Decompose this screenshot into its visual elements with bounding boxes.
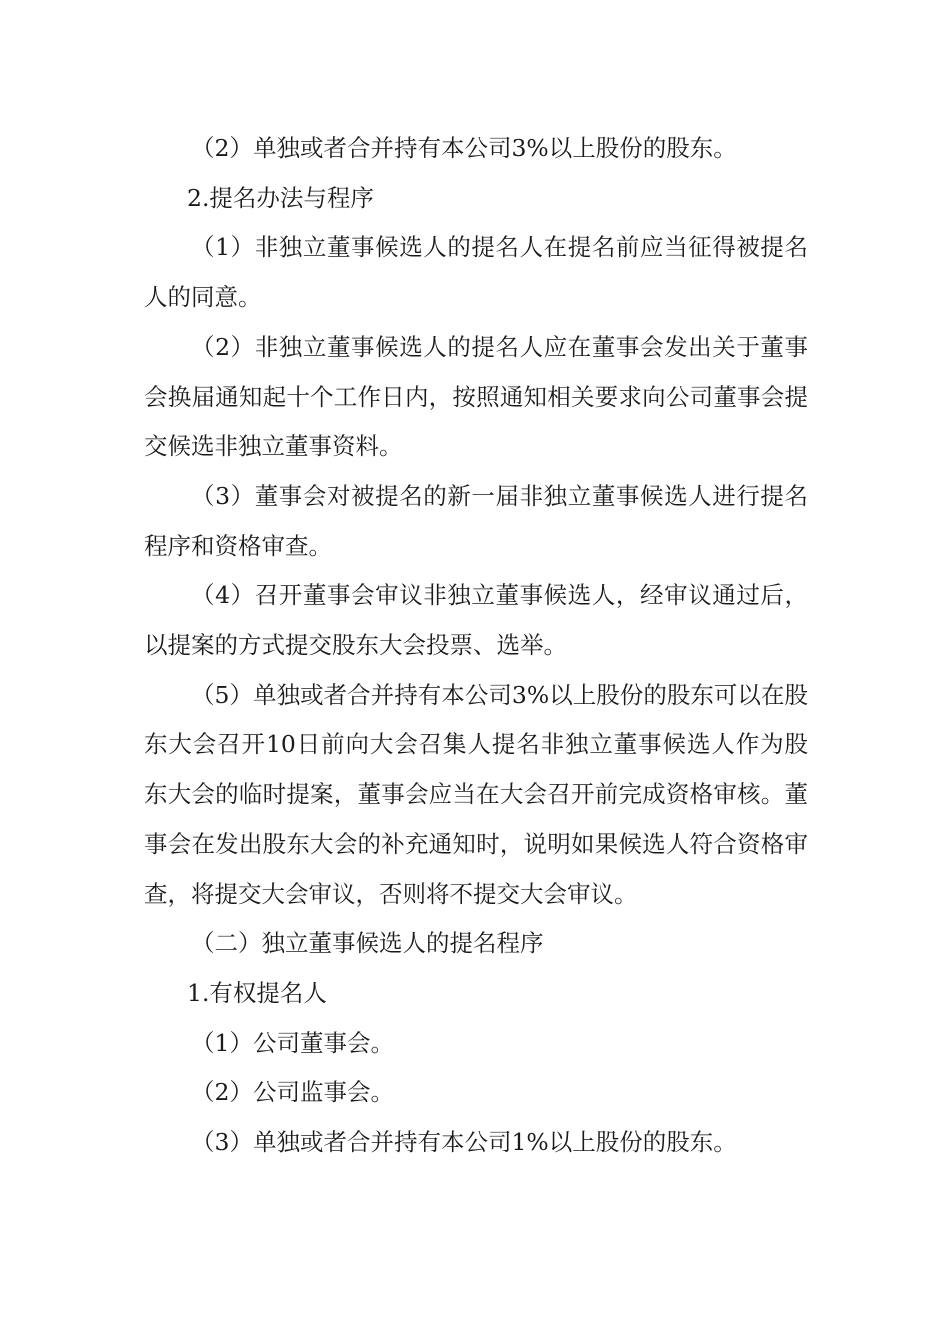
paragraph-submit-materials: （2）非独立董事候选人的提名人应在董事会发出关于董事会换届通知起十个工作日内，按照通知相关要求向公司董事会提交候选非独立董事资料。 — [144, 332, 808, 461]
paragraph-board-meeting: （4）召开董事会审议非独立董事候选人，经审议通过后，以提案的方式提交股东大会投票、选举。 — [144, 581, 808, 660]
list-item-board: （1）公司董事会。 — [191, 1028, 394, 1057]
paragraph-temporary-proposal: （5）单独或者合并持有本公司3%以上股份的股东可以在股东大会召开10日前向大会召集人提名非独立董事候选人作为股东大会的临时提案，董事会应当在大会召开前完成资格审核。董事会在发出股东大会的补充通知时，说明如果候选人符合资格审查，将提交大会审议，否则将不提交大会审议。 — [144, 680, 808, 908]
heading-authorized-nominators: 1.有权提名人 — [187, 978, 327, 1007]
paragraph-consent: （1）非独立董事候选人的提名人在提名前应当征得被提名人的同意。 — [144, 233, 808, 312]
heading-independent-director: （二）独立董事候选人的提名程序 — [191, 929, 544, 958]
list-item-supervisory-board: （2）公司监事会。 — [191, 1078, 394, 1107]
paragraph-shareholder-3pct: （2）单独或者合并持有本公司3%以上股份的股东。 — [191, 134, 737, 162]
list-item-shareholder-1pct: （3）单独或者合并持有本公司1%以上股份的股东。 — [191, 1128, 737, 1157]
paragraph-board-review: （3）董事会对被提名的新一届非独立董事候选人进行提名程序和资格审查。 — [144, 481, 808, 560]
document-body — [144, 124, 808, 1168]
heading-nomination-procedure: 2.提名办法与程序 — [187, 183, 374, 212]
